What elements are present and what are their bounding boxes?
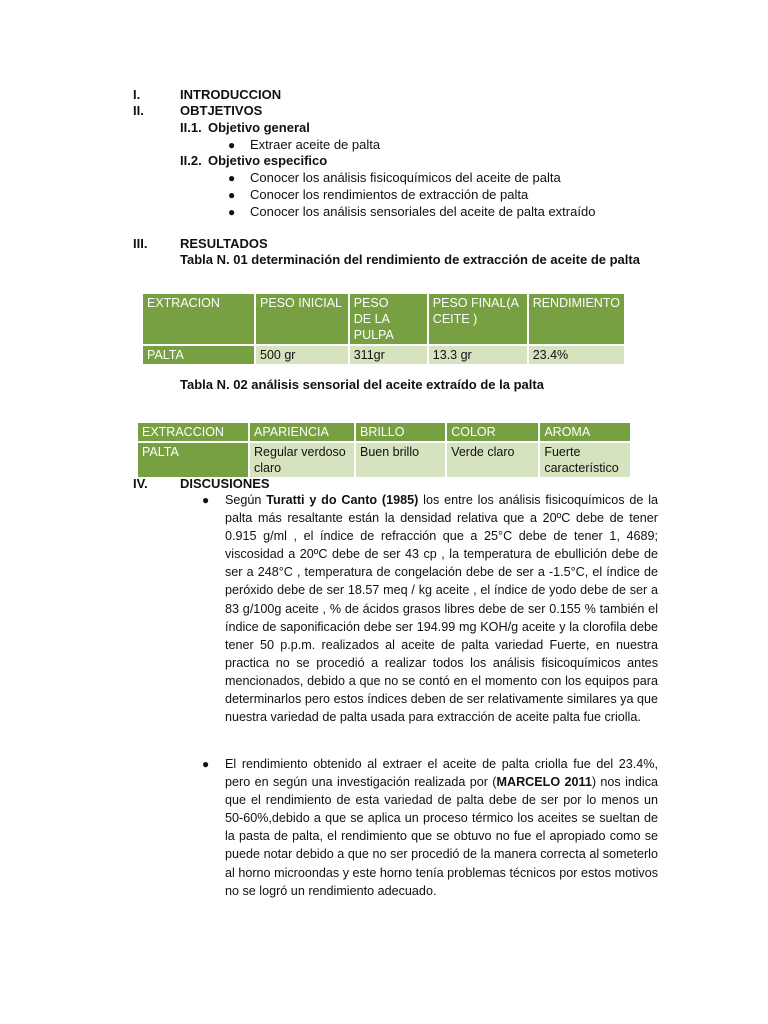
section-num-objetivos: II. [133,103,144,118]
objective-item: Extraer aceite de palta [250,137,381,152]
bullet-icon: ● [228,205,236,219]
discussion-paragraph-2 [225,755,658,900]
table2-caption: Tabla N. 02 análisis sensorial del aceite extraído de la palta [180,377,544,392]
table-header-cell: COLOR [446,423,539,442]
table1-caption: Tabla N. 01 determinación del rendimiento de extracción de aceite de palta [180,252,640,267]
citation-turatti: Turatti y do Canto (1985) [266,493,419,507]
bullet-icon: ● [228,138,236,152]
table-header-cell: AROMA [539,423,631,442]
table-header-cell: RENDIMIENTO [528,294,625,345]
table-cell: 500 gr [255,345,349,364]
objective-item: Conocer los rendimientos de extracción de palta [250,187,529,202]
discussion-p2-text: ) nos indica que el rendimiento de esta variedad de palta debe de ser por lo menos un 50-60%,debido a que se aplica un proceso térmico los aceites se sueltan de la pasta de palta, el rendimiento que se obtuvo no fue el apropiado como se puede notar debido a que no ser procedió de la manera correcta al someterlo al horno microondas y este horno tenía problemas técnicos por estos motivos no se logró un rendimiento adecuado. [225,775,659,898]
table-header-row [138,423,631,442]
subsection-num-especifico: II.2. [180,153,202,168]
table-cell: 311gr [349,345,428,364]
table-cell: Fuerte característico [539,442,631,477]
subsection-title-especifico: Objetivo especifico [208,153,328,168]
table-cell: PALTA [143,345,255,364]
bullet-icon: ● [228,171,236,185]
table-cell: PALTA [138,442,249,477]
table-header-cell: EXTRACION [143,294,255,345]
table-header-cell: PESO FINAL(ACEITE ) [428,294,528,345]
table-cell: Regular verdoso claro [249,442,355,477]
bullet-icon: ● [228,188,236,202]
table-header-cell: PESO INICIAL [255,294,349,345]
objective-item: Conocer los análisis sensoriales del aceite de palta extraído [250,204,596,219]
section-num-resultados: III. [133,236,148,251]
table-header-cell: EXTRACCION [138,423,249,442]
table-header-row [143,294,625,345]
table-cell: Verde claro [446,442,539,477]
section-num-discusiones: IV. [133,476,148,491]
discussion-p1-prefix: Según [225,493,267,507]
table-cell: Buen brillo [355,442,446,477]
section-title-intro: INTRODUCCION [180,87,282,102]
section-num-intro: I. [133,87,141,102]
table-header-cell: BRILLO [355,423,446,442]
bullet-icon: ● [202,493,210,507]
discussion-p2-prefix: El rendimiento obtenido al extraer el aceite de palta criolla fue del 23.4%, pero en según una investigación realizada por ( [225,757,658,790]
subsection-title-general: Objetivo general [208,120,310,135]
subsection-num-general: II.1. [180,120,202,135]
citation-marcelo: MARCELO 2011 [496,775,592,790]
section-title-resultados: RESULTADOS [180,236,268,251]
discussion-p1-text: los entre los análisis fisicoquímicos de la palta más resaltante están la densidad relativa que a 20ºC debe de tener 0.915 g/ml , el índice de refracción que a 25°C debe de tener 1, 4689; viscosidad a 20ºC debe de ser 43 cp , la temperatura de ebullición debe de ser a 248°C , temperatura de congelación debe de ser a -1.5°C, el índice de peróxido debe de ser 18.57 meq / kg aceite , el índice de yodo debe de ser a 83 g/100g aceite , % de ácidos grasos libres debe de ser 0.155 % también el índice de saponificación debe ser 194.99 mg KOH/g aceite y la clorofila debe tener 50 p.p.m. realizados al aceite de palta variedad Fuerte, en nuestra practica no se procedió a realizar todos los análisis fisicoquímicos antes mencionados, debido a que no se contó en el momento con los equipos para determinarlos pero estos índices deben de ser relativamente similares ya que nuestra variedad de palta usada para extracción de aceite palta fue criolla. [225,493,659,725]
discussion-paragraph-1 [225,491,658,726]
table-sensory [138,423,632,477]
section-title-objetivos: OBTJETIVOS [180,103,263,118]
table-header-cell: PESO DE LA PULPA [349,294,428,345]
table-cell: 23.4% [528,345,625,364]
objective-item: Conocer los análisis fisicoquímicos del aceite de palta [250,170,561,185]
table-row [143,345,625,364]
table-header-cell: APARIENCIA [249,423,355,442]
table-cell: 13.3 gr [428,345,528,364]
section-title-discusiones: DISCUSIONES [180,476,270,491]
table-row [138,442,631,477]
bullet-icon: ● [202,757,210,771]
table-yield [143,294,626,364]
